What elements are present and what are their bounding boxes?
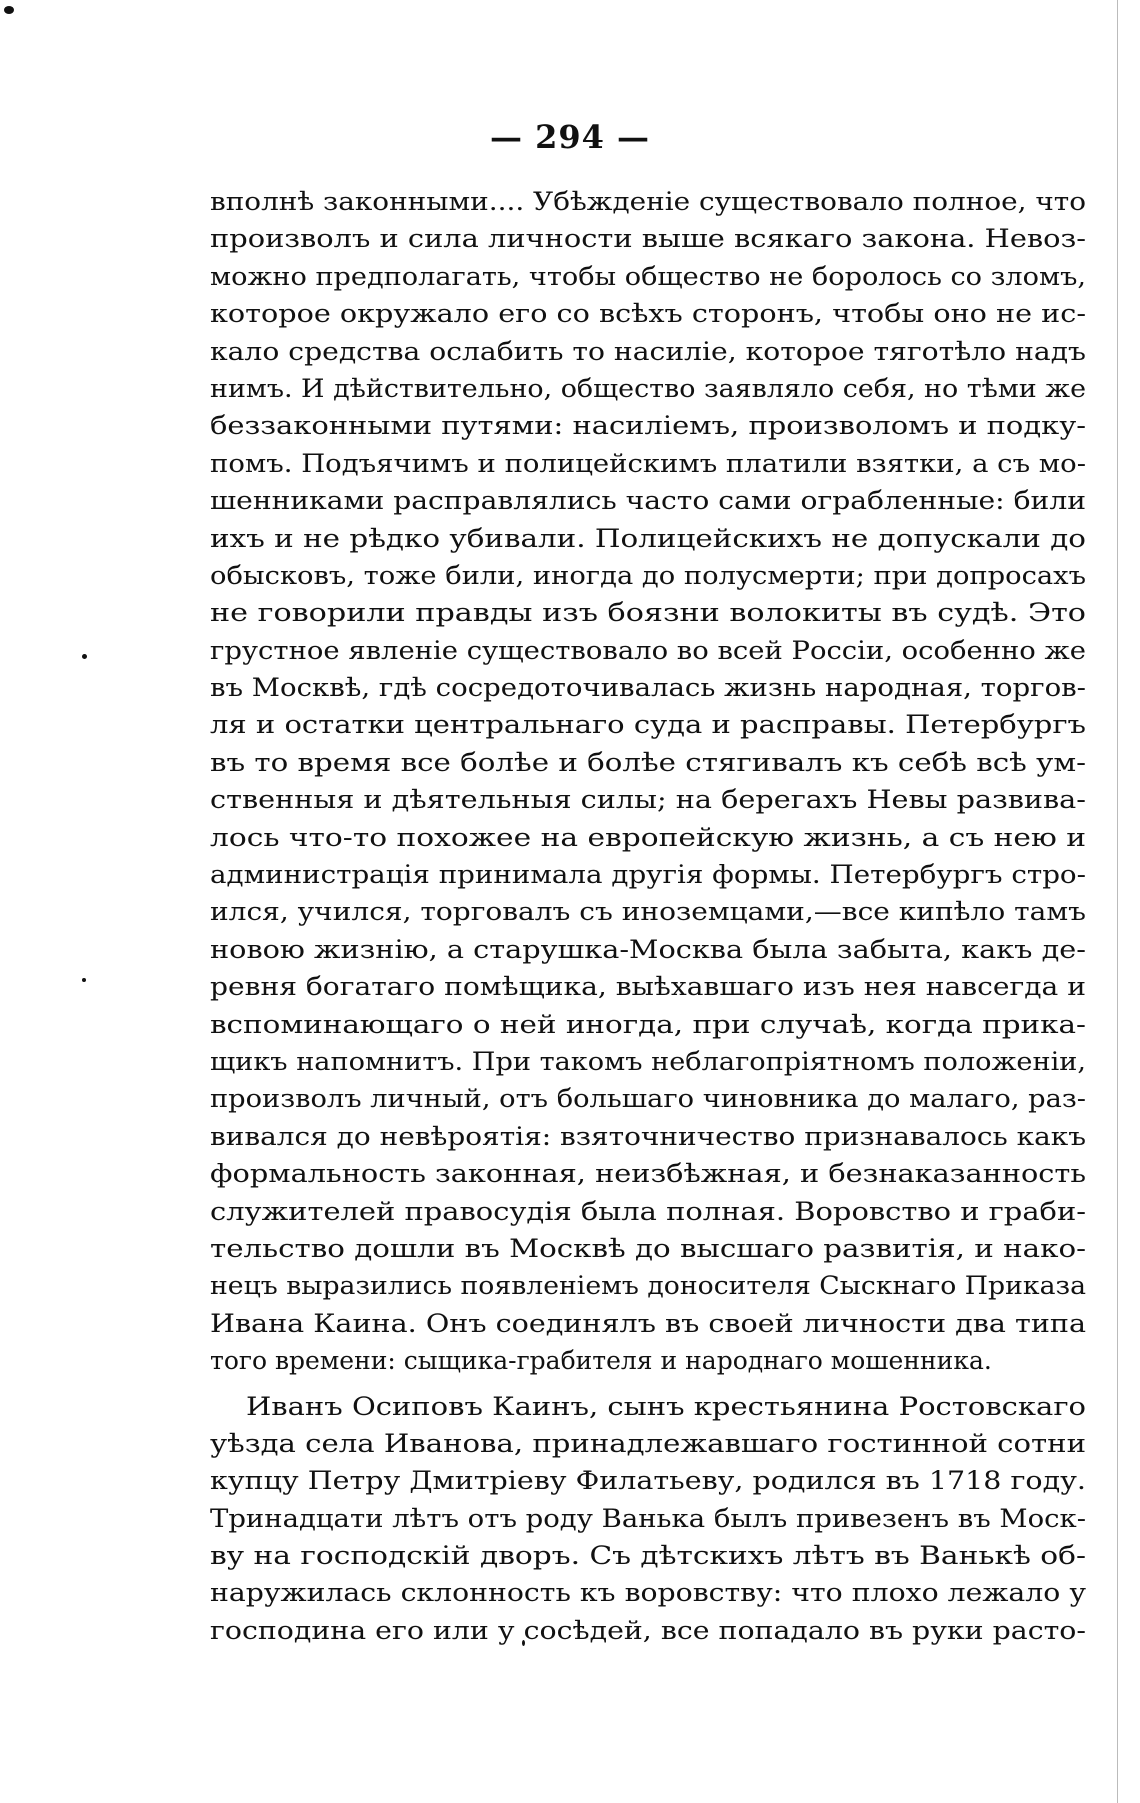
text-line: грустное явленіе существовало во всей Россіи, особенно же <box>210 635 1086 665</box>
text-line: ственныя и дѣятельныя силы; на берегахъ Невы развива- <box>210 785 1086 815</box>
text-line: наружилась склонность къ воровству: что плохо лежало у <box>210 1578 1086 1608</box>
text-line: нецъ выразились появленіемъ доносителя Сыскнаго Приказа <box>210 1271 1086 1301</box>
text-line: не говорили правды изъ боязни волокиты въ судѣ. Это <box>210 598 1086 628</box>
text-line: произволъ и сила личности выше всякаго закона. Невоз- <box>210 224 1086 254</box>
text-line: ревня богатаго помѣщика, выѣхавшаго изъ нея навсегда и <box>210 972 1086 1002</box>
paragraph-1 <box>210 183 1086 1380</box>
paragraph-2 <box>210 1388 1086 1650</box>
page-edge <box>1117 0 1118 1803</box>
text-line: администрація принимала другія формы. Петербургъ стро- <box>210 860 1086 890</box>
text-line: Тринадцати лѣтъ отъ роду Ванька былъ привезенъ въ Моск- <box>210 1503 1086 1533</box>
text-line: Иванъ Осиповъ Каинъ, сынъ крестьянина Ростовскаго <box>246 1391 1086 1421</box>
text-line: въ Москвѣ, гдѣ сосредоточивалась жизнь народная, торгов- <box>210 673 1086 703</box>
text-line: кало средства ослабить то насиліе, которое тяготѣло надъ <box>210 336 1086 366</box>
text-line: купцу Петру Дмитріеву Филатьеву, родился въ 1718 году. <box>210 1466 1086 1496</box>
text-line: въ то время все болѣе и болѣе стягивалъ къ себѣ всѣ ум- <box>210 747 1086 777</box>
text-line: обысковъ, тоже били, иногда до полусмерти; при допросахъ <box>210 560 1086 590</box>
text-line: служителей правосудія была полная. Воровство и граби- <box>210 1196 1086 1226</box>
text-line: щикъ напомнитъ. При такомъ неблагопріятномъ положеніи, <box>210 1046 1086 1076</box>
text-line: ихъ и не рѣдко убивали. Полицейскихъ не допускали до <box>210 523 1086 553</box>
text-line: тельство дошли въ Москвѣ до высшаго развитія, и нако- <box>210 1233 1086 1263</box>
scan-speck <box>4 6 14 14</box>
text-line: вполнѣ законными.... Убѣжденіе существовало полное, что <box>210 187 1086 216</box>
text-line: ля и остатки центральнаго суда и расправы. Петербургъ <box>210 710 1086 740</box>
text-line: беззаконными путями: насиліемъ, произволомъ и подку- <box>210 411 1086 441</box>
text-line: вивался до невѣроятія: взяточничество признавалось какъ <box>210 1121 1086 1151</box>
text-line: Ивана Каина. Онъ соединялъ въ своей личности два типа <box>210 1308 1086 1338</box>
text-line: которое окружало его со всѣхъ сторонъ, чтобы оно не ис- <box>210 299 1086 329</box>
text-line: ву на господскій дворъ. Съ дѣтскихъ лѣтъ въ Ванькѣ об- <box>210 1541 1086 1571</box>
text-line: господина его или у сосѣдей, все попадало въ руки расто- <box>210 1615 1086 1645</box>
scan-speck <box>82 654 87 659</box>
text-line: ился, учился, торговалъ съ иноземцами,—все кипѣло тамъ <box>210 897 1086 927</box>
text-line: уѣзда села Иванова, принадлежавшаго гостинной сотни <box>210 1428 1086 1458</box>
text-line: лось что-то похожее на европейскую жизнь, а съ нею и <box>210 822 1086 852</box>
text-line: можно предполагать, чтобы общество не боролось со зломъ, <box>210 261 1086 291</box>
text-line: помъ. Подъячимъ и полицейскимъ платили взятки, а съ мо- <box>210 448 1086 478</box>
body-text <box>210 183 1086 1649</box>
page-number: — 294 — <box>489 118 651 156</box>
text-line: произволъ личный, отъ большаго чиновника до малаго, раз- <box>210 1084 1086 1114</box>
text-line: новою жизнію, а старушка-Москва была забыта, какъ де- <box>210 934 1086 964</box>
text-line: нимъ. И дѣйствительно, общество заявляло себя, но тѣми же <box>210 373 1086 403</box>
text-line: вспоминающаго о ней иногда, при случаѣ, когда прика- <box>210 1009 1086 1039</box>
text-line: шенниками расправлялись часто сами ограбленные: били <box>210 486 1086 516</box>
scan-speck <box>82 978 86 982</box>
text-line: того времени: сыщика-грабителя и народнаго мошенника. <box>210 1346 992 1376</box>
text-line: формальность законная, неизбѣжная, и безнаказанность <box>210 1159 1086 1189</box>
